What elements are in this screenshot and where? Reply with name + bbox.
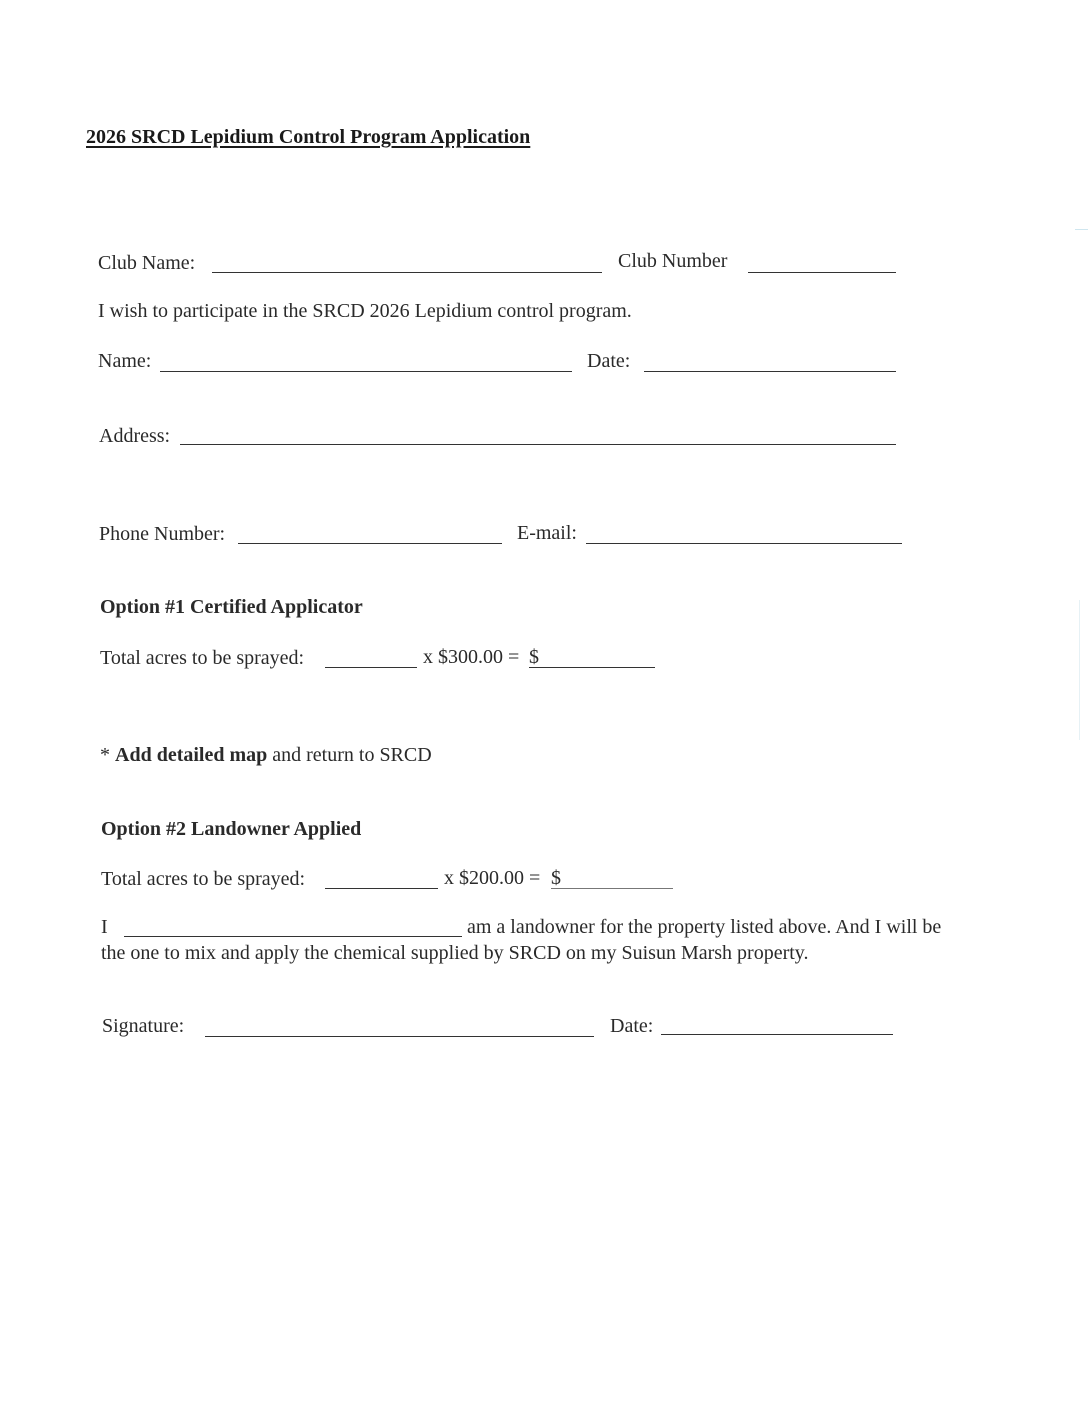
option2-dollar-sign: $ [551, 867, 561, 889]
option1-dollar-sign: $ [529, 646, 539, 668]
scan-artifact [1079, 600, 1080, 740]
phone-label: Phone Number: [99, 523, 226, 545]
page-title: 2026 SRCD Lepidium Control Program Application [86, 126, 531, 148]
signature-field[interactable] [205, 1014, 598, 1038]
scan-artifact [1075, 229, 1088, 230]
address-label: Address: [99, 425, 171, 447]
email-label: E-mail: [517, 522, 577, 544]
option1-heading: Option #1 Certified Applicator [100, 596, 363, 618]
date-label: Date: [587, 350, 631, 372]
address-field[interactable] [180, 422, 900, 446]
name-field[interactable] [160, 349, 576, 373]
option2-total-field[interactable] [564, 866, 677, 890]
map-note-asterisk: * [100, 744, 110, 766]
map-note-bold: Add detailed map [115, 744, 268, 766]
club-number-field[interactable] [748, 250, 900, 274]
club-name-field[interactable] [212, 250, 606, 274]
club-number-label: Club Number [618, 250, 728, 272]
option2-acres-label: Total acres to be sprayed: [101, 868, 306, 890]
date-field[interactable] [644, 349, 900, 373]
landowner-statement-line1: am a landowner for the property listed above. And I will be [467, 916, 942, 938]
landowner-name-field[interactable] [124, 914, 466, 938]
name-label: Name: [98, 350, 152, 372]
option1-acres-label: Total acres to be sprayed: [100, 647, 305, 669]
phone-field[interactable] [238, 521, 506, 545]
signature-label: Signature: [102, 1015, 185, 1037]
signature-date-label: Date: [610, 1015, 654, 1037]
option2-acres-field[interactable] [325, 866, 442, 890]
landowner-statement-line2: the one to mix and apply the chemical supplied by SRCD on my Suisun Marsh property. [101, 942, 809, 964]
map-note-rest: and return to SRCD [272, 744, 432, 766]
landowner-prefix: I [101, 916, 108, 938]
option2-heading: Option #2 Landowner Applied [101, 818, 362, 840]
participate-statement: I wish to participate in the SRCD 2026 Lepidium control program. [98, 300, 632, 322]
option1-total-field[interactable] [542, 645, 659, 669]
club-name-label: Club Name: [98, 252, 196, 274]
option2-rate: x $200.00 = [444, 867, 541, 889]
signature-date-field[interactable] [661, 1012, 897, 1036]
email-field[interactable] [586, 521, 906, 545]
map-note [100, 744, 432, 767]
option1-acres-field[interactable] [325, 645, 421, 669]
option1-rate: x $300.00 = [423, 646, 520, 668]
